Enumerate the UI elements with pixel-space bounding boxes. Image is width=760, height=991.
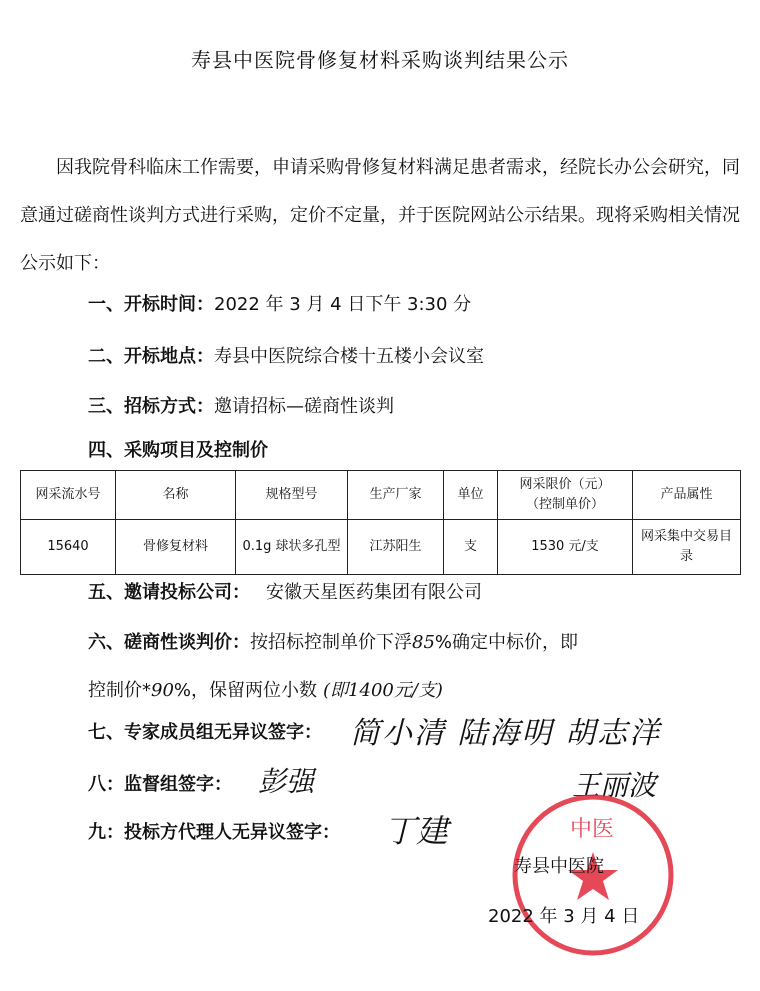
item-expert-label: 七、专家成员组无异议签字： <box>88 722 322 743</box>
item-method <box>88 392 394 418</box>
supervisor-signature: 王丽波 <box>572 769 657 802</box>
table-row <box>21 520 741 575</box>
item-method-value: 邀请招标—磋商性谈判 <box>214 396 394 417</box>
table-cell: 0.1g 球状多孔型 <box>236 520 348 575</box>
item-time-value: 2022 年 3 月 4 日下午 3:30 分 <box>214 294 472 315</box>
item-agent-label: 九：投标方代理人无异议签字： <box>88 822 340 843</box>
table-cell: 15640 <box>21 520 116 575</box>
item-place-label: 二、开标地点： <box>88 346 214 367</box>
table-cell: 骨修复材料 <box>116 520 236 575</box>
signing-organization: 寿县中医院 <box>514 856 604 877</box>
item-place-value: 寿县中医院综合楼十五楼小会议室 <box>214 346 484 367</box>
item-negotiation-text-a: 按招标控制单价下浮 <box>250 632 412 653</box>
handwritten-discount: 85 <box>412 632 435 653</box>
seal-top-text: 中医 <box>570 817 615 842</box>
negotiation-line2-text-b: %，保留两位小数 <box>173 680 318 701</box>
item-agent <box>88 818 340 844</box>
table-header-cell: 网采限价（元） （控制单价） <box>498 471 633 520</box>
intro-paragraph: 因我院骨科临床工作需要，申请采购骨修复材料满足患者需求，经院长办公会研究，同意通过磋商性谈判方式进行采购，定价不定量，并于医院网站公示结果。现将采购相关情况公示如下： <box>20 157 740 274</box>
document-title: 寿县中医院骨修复材料采购谈判结果公示 <box>191 48 569 72</box>
item-project-label: 四、采购项目及控制价 <box>88 440 268 461</box>
handwritten-result: (即1400元/支) <box>323 680 443 701</box>
item-invite-label: 五、邀请投标公司： <box>88 582 250 603</box>
table-header-cell: 名称 <box>116 471 236 520</box>
item-project <box>88 436 268 462</box>
item-supervise-label: 八：监督组签字： <box>88 774 232 795</box>
item-invite-value: 安徽天星医药集团有限公司 <box>266 582 482 603</box>
expert-signatures: 简小清 陆海明 胡志洋 <box>350 716 662 751</box>
item-time <box>88 290 471 316</box>
agent-signature: 丁建 <box>384 812 449 850</box>
item-negotiation <box>88 628 578 654</box>
table-header-cell: 产品属性 <box>633 471 741 520</box>
table-cell: 1530 元/支 <box>498 520 633 575</box>
negotiation-line2-text-a: 控制价* <box>88 680 151 701</box>
table-header-cell: 生产厂家 <box>348 471 444 520</box>
item-supervise <box>88 770 232 796</box>
item-place <box>88 342 484 368</box>
item-method-label: 三、招标方式： <box>88 396 214 417</box>
supervise-signature: 彭强 <box>258 765 315 798</box>
item-negotiation-text-b: %确定中标价，即 <box>434 632 579 653</box>
table-cell: 网采集中交易目录 <box>633 520 741 575</box>
item-time-label: 一、开标时间： <box>88 294 214 315</box>
table-header-cell: 规格型号 <box>236 471 348 520</box>
item-invite <box>88 578 482 604</box>
table-header-row <box>21 471 741 520</box>
procurement-table <box>20 470 741 575</box>
table-cell: 支 <box>444 520 498 575</box>
signing-date: 2022 年 3 月 4 日 <box>488 906 640 927</box>
item-expert <box>88 718 322 744</box>
table-header-cell: 单位 <box>444 471 498 520</box>
table-header-cell: 网采流水号 <box>21 471 116 520</box>
handwritten-percent: 90 <box>151 680 174 701</box>
item-negotiation-label: 六、磋商性谈判价： <box>88 632 250 653</box>
table-cell: 江苏阳生 <box>348 520 444 575</box>
item-negotiation-line2 <box>88 676 443 702</box>
